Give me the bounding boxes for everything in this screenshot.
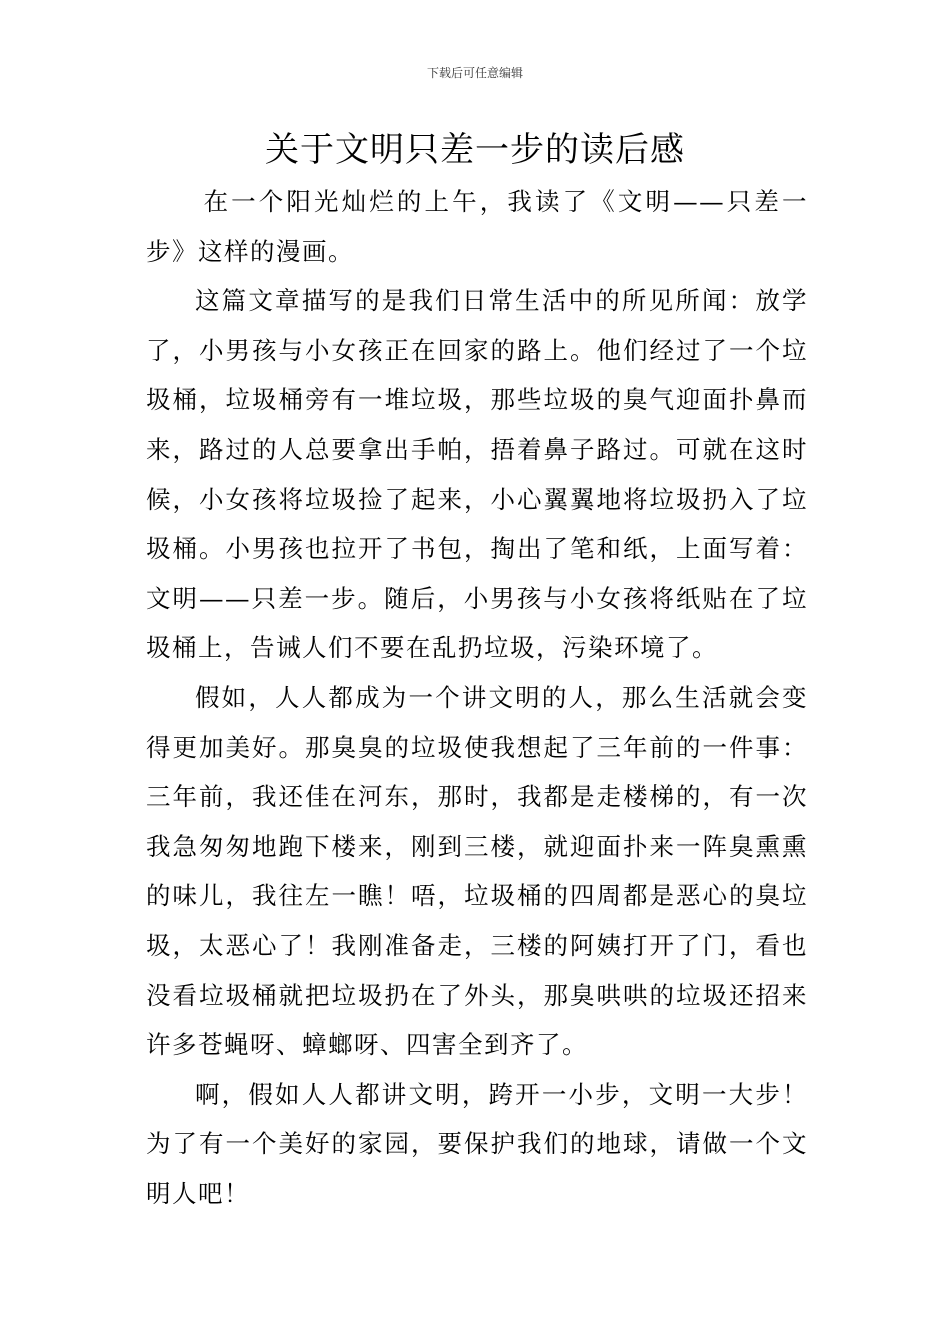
paragraph-1: 在一个阳光灿烂的上午，我读了《文明——只差一步》这样的漫画。 — [146, 187, 808, 266]
paragraph-2: 这篇文章描写的是我们日常生活中的所见所闻：放学了，小男孩与小女孩正在回家的路上。他们经过了一个垃圾桶，垃圾桶旁有一堆垃圾，那些垃圾的臭气迎面扑鼻而来，路过的人总要拿出手帕，捂着鼻子路过。可就在这时候，小女孩将垃圾捡了起来，小心翼翼地将垃圾扔入了垃圾桶。小男孩也拉开了书包，掏出了笔和纸，上面写着：文明——只差一步。随后，小男孩与小女孩将纸贴在了垃圾桶上，告诫人们不要在乱扔垃圾，污染环境了。 — [146, 286, 808, 663]
document-body — [146, 177, 808, 1218]
paragraph-4: 啊，假如人人都讲文明，跨开一小步，文明一大步！为了有一个美好的家园，要保护我们的地球，请做一个文明人吧！ — [146, 1079, 808, 1208]
header-note: 下载后可任意编辑 — [426, 66, 523, 80]
paragraph-3: 假如，人人都成为一个讲文明的人，那么生活就会变得更加美好。那臭臭的垃圾使我想起了三年前的一件事：三年前，我还佳在河东，那时，我都是走楼梯的，有一次我急匆匆地跑下楼来，刚到三楼，就迎面扑来一阵臭熏熏的味儿，我往左一瞧！唔，垃圾桶的四周都是恶心的臭垃圾，太恶心了！我刚准备走，三楼的阿姨打开了门，看也没看垃圾桶就把垃圾扔在了外头，那臭哄哄的垃圾还招来许多苍蝇呀、蟑螂呀、四害全到齐了。 — [146, 682, 808, 1060]
document-title: 关于文明只差一步的读后感 — [265, 130, 685, 170]
